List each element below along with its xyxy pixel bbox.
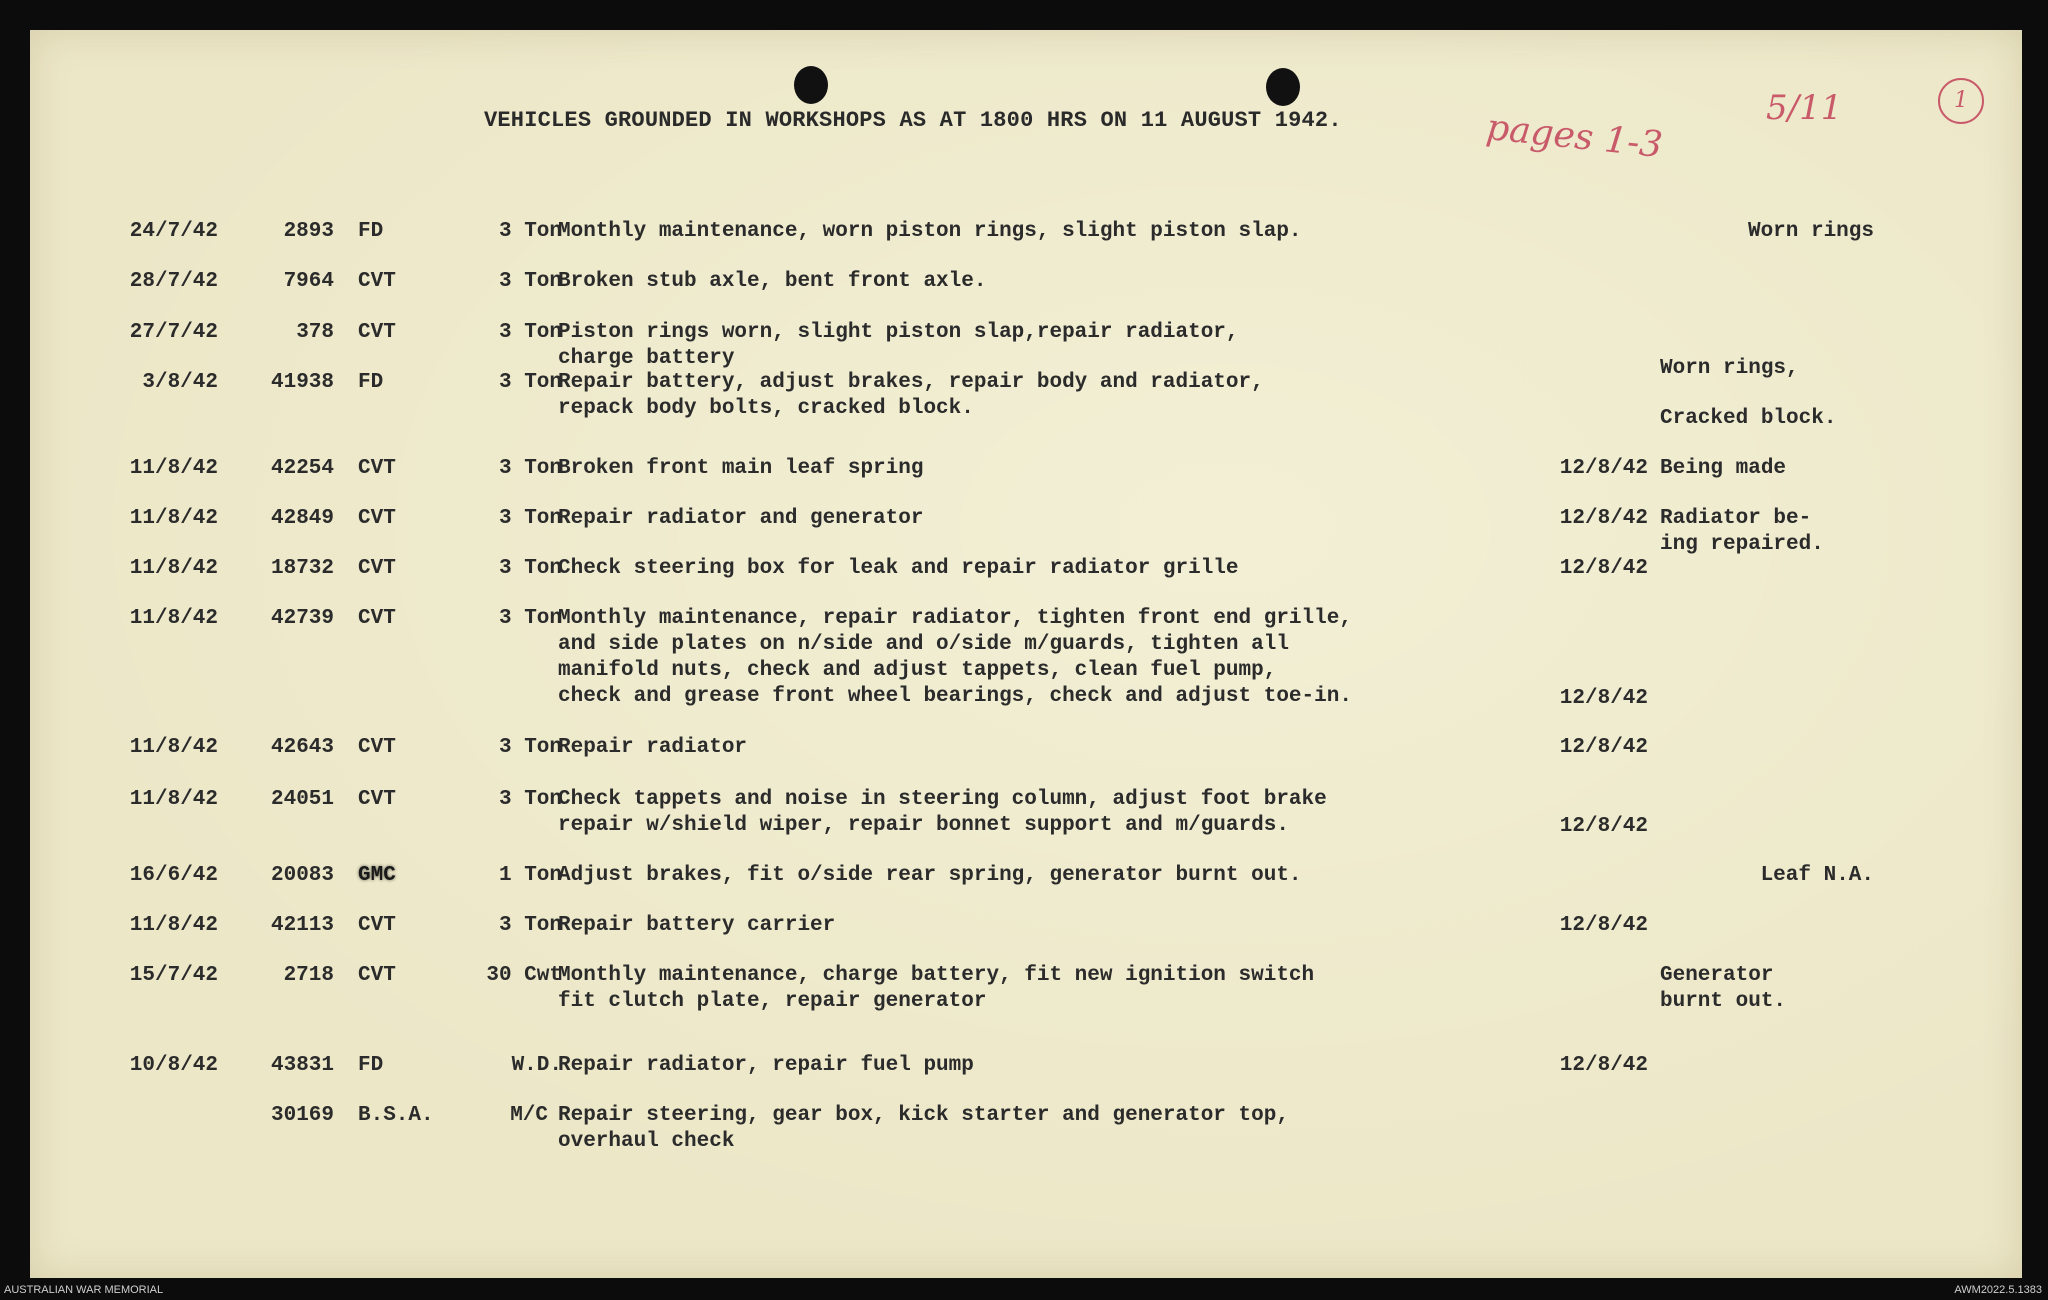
row-capacity: 3 Ton xyxy=(498,507,562,530)
row-date: 11/8/42 xyxy=(129,557,218,580)
row-vehicle-number: 42849 xyxy=(270,507,334,530)
row-date: 11/8/42 xyxy=(129,914,218,937)
row-vehicle-number: 43831 xyxy=(270,1054,334,1077)
row-capacity: M/C xyxy=(510,1104,548,1127)
row-capacity: 3 Ton xyxy=(498,788,562,811)
row-description: Broken stub axle, bent front axle. xyxy=(558,270,987,293)
row-vehicle-number: 30169 xyxy=(270,1104,334,1127)
handwritten-page-number: 1 xyxy=(1938,78,1984,124)
row-capacity: 3 Ton xyxy=(498,270,562,293)
punch-hole-right xyxy=(1266,68,1300,106)
handwritten-folio: 5/11 xyxy=(1766,88,1843,128)
row-vehicle-number: 41938 xyxy=(270,371,334,394)
archive-reference: AWM2022.5.1383 xyxy=(1954,1284,2042,1296)
row-date: 11/8/42 xyxy=(129,457,218,480)
row-description: Repair radiator, repair fuel pump xyxy=(558,1054,974,1077)
row-completion-date: 12/8/42 xyxy=(1559,914,1648,937)
row-description: Check steering box for leak and repair radiator grille xyxy=(558,557,1239,580)
row-completion-date: 12/8/42 xyxy=(1559,507,1648,530)
row-vehicle-type: CVT xyxy=(358,914,396,937)
row-completion-date: 12/8/42 xyxy=(1559,815,1648,838)
row-date: 15/7/42 xyxy=(129,964,218,987)
row-capacity: 3 Ton xyxy=(498,557,562,580)
row-description: Piston rings worn, slight piston slap,repair radiator, charge battery xyxy=(558,321,1239,370)
row-completion-date: 12/8/42 xyxy=(1559,687,1648,710)
row-vehicle-type: CVT xyxy=(358,964,396,987)
row-completion-date: 12/8/42 xyxy=(1559,736,1648,759)
row-vehicle-number: 18732 xyxy=(270,557,334,580)
row-vehicle-number: 42254 xyxy=(270,457,334,480)
row-date: 10/8/42 xyxy=(129,1054,218,1077)
row-remarks: Generator burnt out. xyxy=(1660,964,1787,1013)
row-description: Repair battery carrier xyxy=(558,914,836,937)
row-capacity: 3 Ton xyxy=(498,371,562,394)
row-description: Adjust brakes, fit o/side rear spring, generator burnt out. xyxy=(558,864,1302,887)
row-date: 11/8/42 xyxy=(129,788,218,811)
row-capacity: 3 Ton xyxy=(498,736,562,759)
row-vehicle-type: B.S.A. xyxy=(358,1104,434,1127)
row-vehicle-type: CVT xyxy=(358,788,396,811)
row-date: 11/8/42 xyxy=(129,736,218,759)
row-description: Broken front main leaf spring xyxy=(558,457,924,480)
row-vehicle-number: 42643 xyxy=(270,736,334,759)
row-vehicle-number: 42739 xyxy=(270,607,334,630)
row-date: 16/6/42 xyxy=(129,864,218,887)
row-vehicle-type: CVT xyxy=(358,736,396,759)
row-vehicle-type: CVT xyxy=(358,457,396,480)
row-vehicle-type: CVT xyxy=(358,507,396,530)
row-capacity: 30 Cwt xyxy=(486,964,562,987)
row-description: Repair battery, adjust brakes, repair body and radiator, repack body bolts, cracked block. xyxy=(558,371,1264,420)
row-description: Repair steering, gear box, kick starter and generator top, overhaul check xyxy=(558,1104,1289,1153)
row-description: Repair radiator xyxy=(558,736,748,759)
row-capacity: 3 Ton xyxy=(498,607,562,630)
row-remarks: Cracked block. xyxy=(1660,407,1837,430)
handwritten-pages-note: pages 1-3 xyxy=(1484,106,1665,167)
row-description: Monthly maintenance, charge battery, fit new ignition switch fit clutch plate, repair generator xyxy=(558,964,1315,1013)
row-date: 11/8/42 xyxy=(129,507,218,530)
table-row xyxy=(30,963,2022,1033)
row-vehicle-type: FD xyxy=(358,220,384,243)
row-vehicle-number: 2718 xyxy=(283,964,334,987)
row-vehicle-type: FD xyxy=(358,371,384,394)
row-vehicle-number: 2893 xyxy=(283,220,334,243)
row-completion-date: 12/8/42 xyxy=(1559,457,1648,480)
row-capacity: 3 Ton xyxy=(498,220,562,243)
row-vehicle-number: 7964 xyxy=(283,270,334,293)
table-row xyxy=(30,1103,2022,1173)
row-remarks: Radiator be- ing repaired. xyxy=(1660,507,1824,556)
row-capacity: 3 Ton xyxy=(498,321,562,344)
row-description: Monthly maintenance, repair radiator, tighten front end grille, and side plates on n/side and o/side m/guards, tighten all manifold nuts, check and adjust tappets, clean fuel pump, check and grease front wheel bearings, check and adjust toe-in. xyxy=(558,607,1352,708)
row-date: 28/7/42 xyxy=(129,270,218,293)
row-remarks: Leaf N.A. xyxy=(1760,864,1874,887)
row-date: 27/7/42 xyxy=(129,321,218,344)
punch-hole-left xyxy=(794,66,828,104)
row-date: 24/7/42 xyxy=(129,220,218,243)
table-row xyxy=(30,787,2022,857)
row-vehicle-type: CVT xyxy=(358,270,396,293)
row-description: Repair radiator and generator xyxy=(558,507,924,530)
row-vehicle-type: CVT xyxy=(358,321,396,344)
document-title: VEHICLES GROUNDED IN WORKSHOPS AS AT 1800 HRS ON 11 AUGUST 1942. xyxy=(484,108,1342,133)
row-description: Check tappets and noise in steering column, adjust foot brake repair w/shield wiper, repair bonnet support and m/guards. xyxy=(558,788,1327,837)
row-completion-date: 12/8/42 xyxy=(1559,557,1648,580)
row-remarks: Being made xyxy=(1660,457,1787,480)
row-remarks: Worn rings xyxy=(1747,220,1874,243)
row-vehicle-type: CVT xyxy=(358,607,396,630)
table-row xyxy=(30,606,2022,726)
row-vehicle-number: 378 xyxy=(296,321,334,344)
row-date: 3/8/42 xyxy=(142,371,218,394)
row-description: Monthly maintenance, worn piston rings, slight piston slap. xyxy=(558,220,1302,243)
row-vehicle-type: FD xyxy=(358,1054,384,1077)
row-vehicle-number: 20083 xyxy=(270,864,334,887)
row-vehicle-type: GMC xyxy=(358,864,396,887)
row-capacity: 3 Ton xyxy=(498,914,562,937)
row-vehicle-type: CVT xyxy=(358,557,396,580)
row-vehicle-number: 24051 xyxy=(270,788,334,811)
row-remarks: Worn rings, xyxy=(1660,357,1799,380)
row-completion-date: 12/8/42 xyxy=(1559,1054,1648,1077)
row-capacity: 3 Ton xyxy=(498,457,562,480)
table-row xyxy=(30,370,2022,440)
archive-label: AUSTRALIAN WAR MEMORIAL xyxy=(4,1284,164,1296)
row-vehicle-number: 42113 xyxy=(270,914,334,937)
document-page xyxy=(30,30,2022,1278)
row-capacity: W.D. xyxy=(511,1054,562,1077)
row-capacity: 1 Ton xyxy=(498,864,562,887)
row-date: 11/8/42 xyxy=(129,607,218,630)
